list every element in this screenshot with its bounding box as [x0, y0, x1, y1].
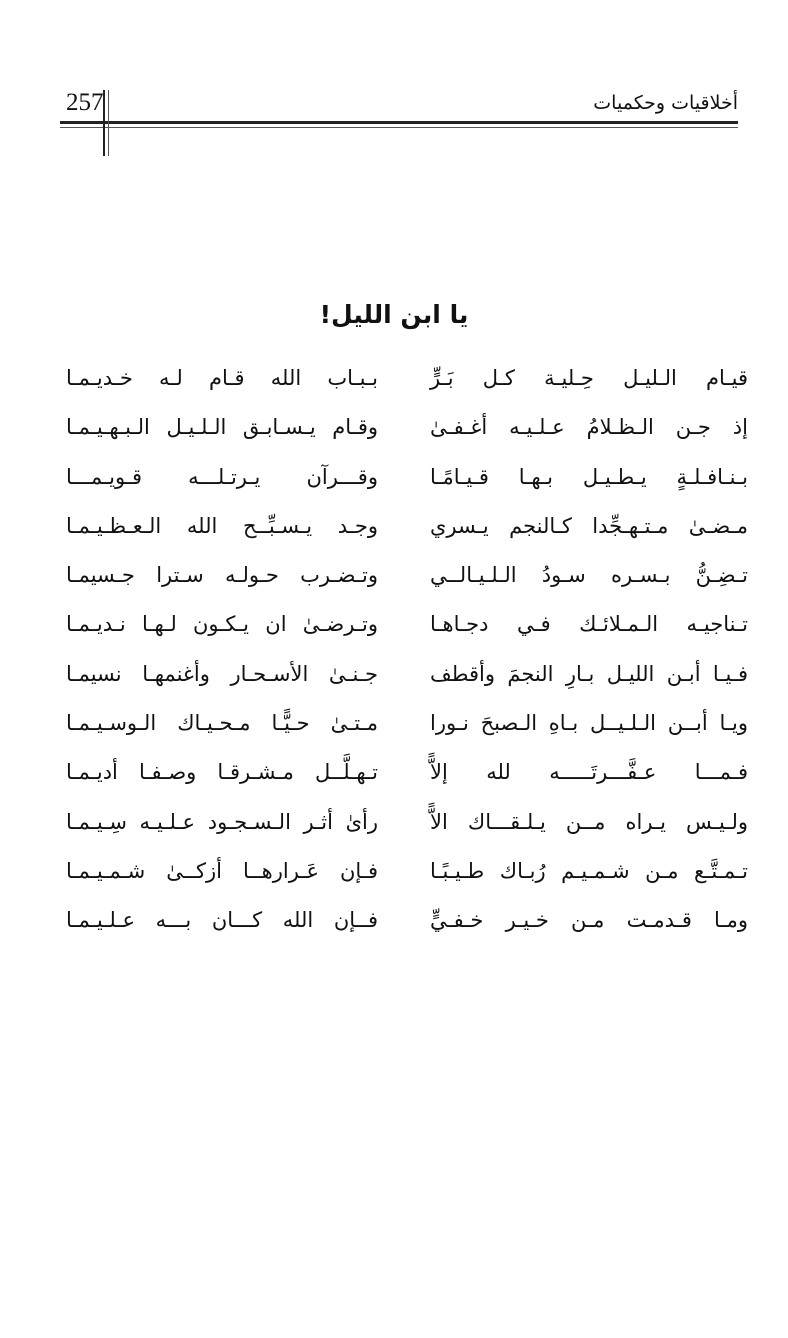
verse-first-hemistich: تـضِـنُّ بـسـره سـودُ الـلـيـالــي: [430, 563, 748, 588]
verse-second-hemistich: وقـام يـسـابـق الـلـيـل الـبـهـيـمـا: [66, 415, 378, 440]
verse: [0, 800, 788, 849]
verse: [0, 652, 788, 701]
verse-first-hemistich: تـمـتَّـع مـن شـمـيـم رُبـاك طـيـبًـا: [430, 858, 748, 883]
verse-first-hemistich: فـمـــا عـفَّـــرتَـــــه لله إلاًّ: [430, 760, 748, 785]
verse-second-hemistich: رأىٰ أثـر الـسـجـود عـلـيـه سِـيـمـا: [66, 809, 378, 834]
running-head: أخلاقيات وحكميات: [593, 92, 738, 114]
verse-second-hemistich: مـتـىٰ حـيًّـا مـحـيـاك الـوسـيـمـا: [66, 711, 378, 736]
header-rule-thin: [60, 127, 738, 128]
verse-first-hemistich: ومـا قـدمـت مـن خـيـر خـفـيٍّ: [430, 908, 748, 933]
verse-first-hemistich: ولـيـس يـراه مــن يـلـقـــاك الاًّ: [430, 809, 748, 834]
poem-title: يا ابن الليل!: [319, 299, 469, 329]
verse-second-hemistich: وقـــرآن يـرتـلـــه قـويـمـــا: [66, 464, 378, 489]
page-number: 257: [66, 89, 104, 116]
header-vertical-bar: [108, 90, 109, 156]
verse-first-hemistich: إذ جـن الـظـلامُ عـلـيـه أغـفـىٰ: [430, 415, 748, 440]
verse-second-hemistich: فـإن عَـرارهــا أزكــىٰ شـمـيـمـا: [66, 858, 378, 883]
verse-second-hemistich: تـهـلَّــل مـشـرقـا وصـفـا أديـمـا: [66, 760, 378, 785]
verse-first-hemistich: قيـام الـليـل حِـليـة كـل بَـرٍّ: [430, 366, 748, 390]
verse: [0, 405, 788, 454]
verse: [0, 553, 788, 602]
header-vertical-bar: [103, 90, 105, 156]
verse-second-hemistich: جـنـىٰ الأسـحـار وأغنمهـا نسيمـا: [66, 661, 378, 686]
verse: [0, 602, 788, 651]
verse-first-hemistich: بـنـافـلـةٍ يـطـيـل بـهـا قـيـامًـا: [430, 464, 748, 489]
verse-second-hemistich: وجـد يـسـبِّــح الله الـعـظـيـمـا: [66, 513, 378, 538]
verse-first-hemistich: فـيـا أبـن الليـل بـارِ النجمَ وأقطف: [430, 661, 748, 686]
verse: [0, 898, 788, 947]
poem-verses: [0, 356, 788, 948]
verse-second-hemistich: وتـرضـىٰ ان يـكـون لـهـا نـديـمـا: [66, 612, 378, 637]
verse: [0, 504, 788, 553]
header-rule-thick: [60, 121, 738, 124]
verse-first-hemistich: مـضـىٰ مـتـهـجِّدا كـالنجم يـسري: [430, 513, 748, 538]
verse-second-hemistich: بـبـاب الله قـام لـه خـديـمـا: [66, 366, 378, 390]
verse-first-hemistich: ويـا أبــن الـلـيــل بـاهِ الـصبحَ نـورا: [430, 711, 748, 736]
verse-first-hemistich: تـناجيـه الـمـلائـك فـي دجـاهـا: [430, 612, 748, 637]
verse: [0, 356, 788, 405]
verse: [0, 701, 788, 750]
verse-second-hemistich: فــإن الله كـــان بـــه عـلـيـمـا: [66, 908, 378, 933]
verse: [0, 750, 788, 799]
verse: [0, 455, 788, 504]
verse: [0, 849, 788, 898]
verse-second-hemistich: وتـضـرب حـولـه سـترا جـسيمـا: [66, 563, 378, 588]
